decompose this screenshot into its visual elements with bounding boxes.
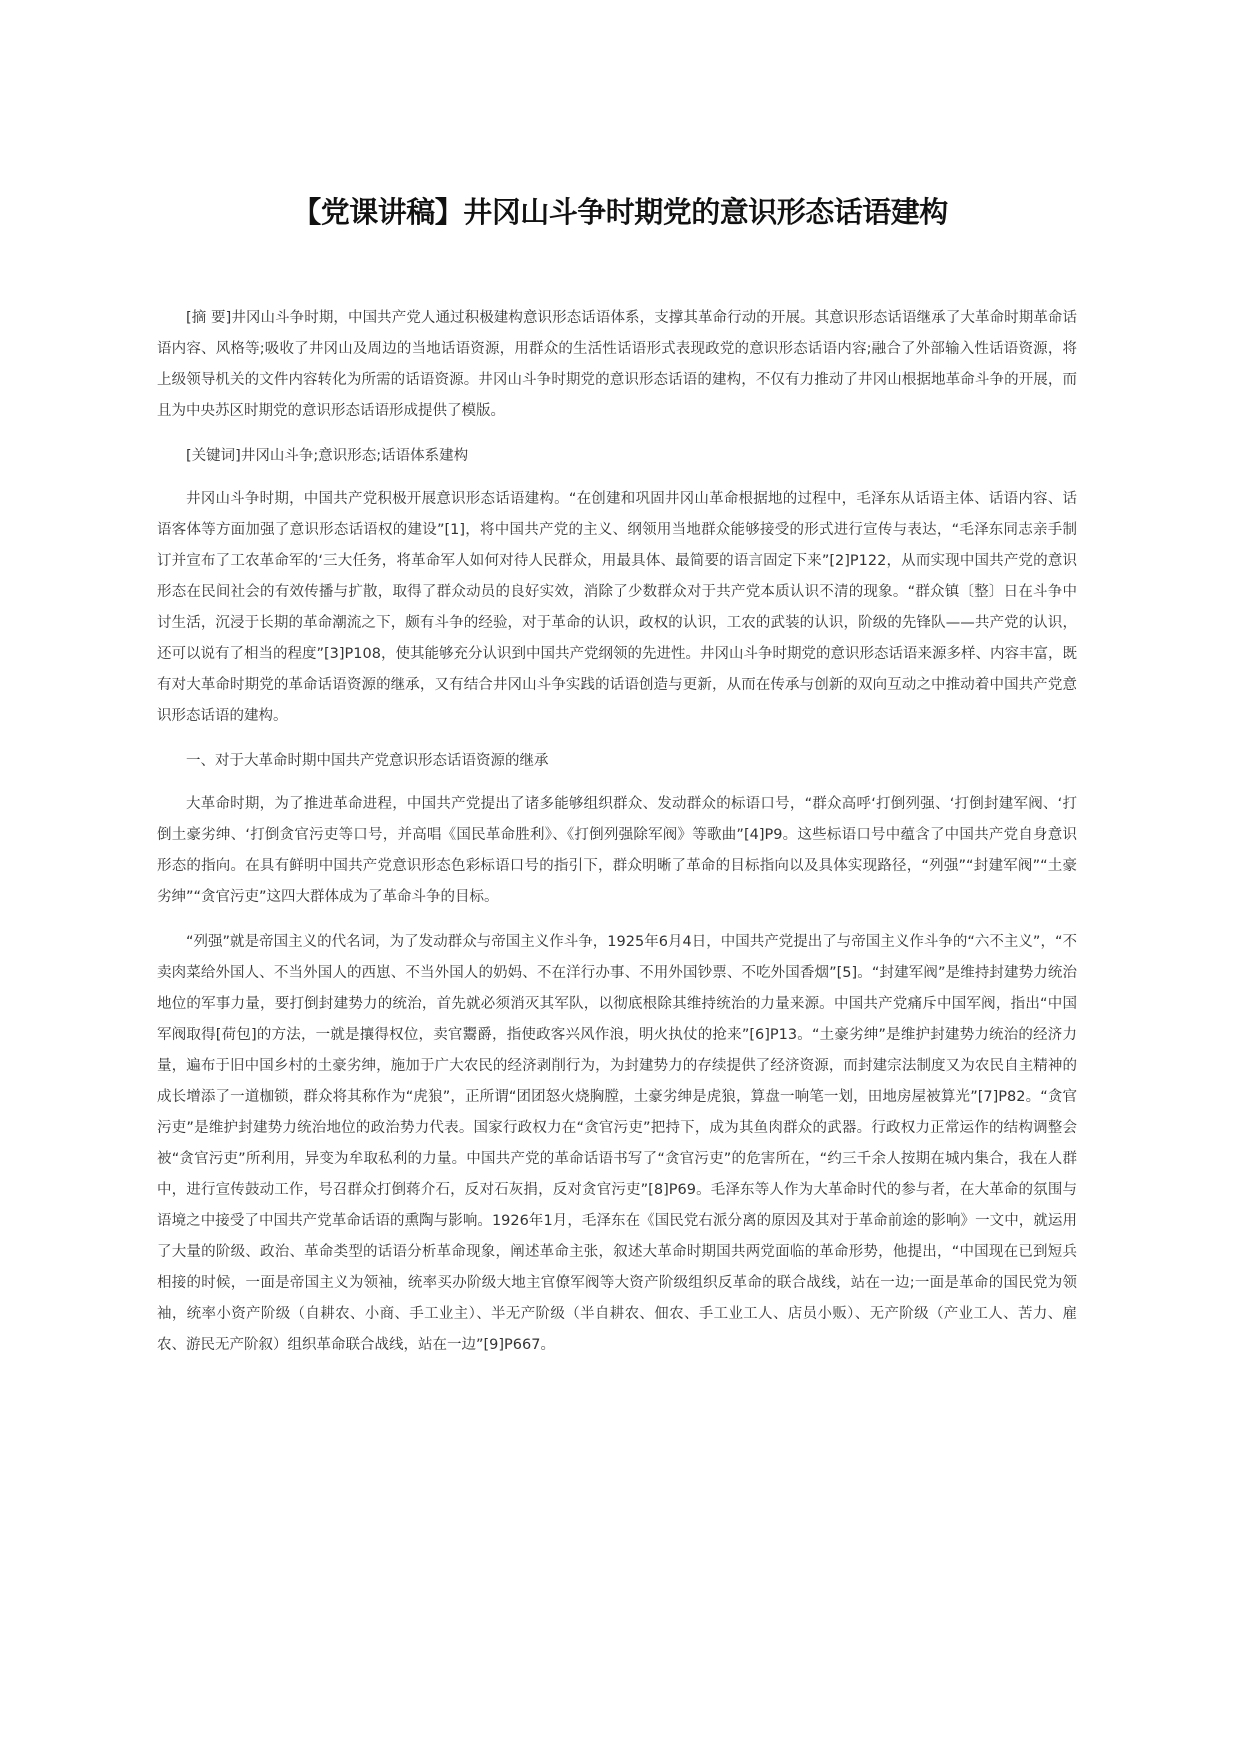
intro-paragraph: 井冈山斗争时期，中国共产党积极开展意识形态话语建构。“在创建和巩固井冈山革命根据地的过程中，毛泽东从话语主体、话语内容、话语客体等方面加强了意识形态话语权的建设”[1]，将中国共产党的主义、纲领用当地群众能够接受的形式进行宣传与表达，“毛泽东同志亲手制订并宣布了工农革命军的‘三大任务，将革命军人如何对待人民群众，用最具体、最简要的语言固定下来”[2]P122，从而实现中国共产党的意识形态在民间社会的有效传播与扩散，取得了群众动员的良好实效，消除了少数群众对于共产党本质认识不清的现象。“群众镇〔整〕日在斗争中讨生活，沉浸于长期的革命潮流之下，颇有斗争的经验，对于革命的认识，政权的认识，工农的武装的认识，阶级的先锋队——共产党的认识，还可以说有了相当的程度”[3]P108，使其能够充分认识到中国共产党纲领的先进性。井冈山斗争时期党的意识形态话语来源多样、内容丰富，既有对大革命时期党的革命话语资源的继承，又有结合井冈山斗争实践的话语创造与更新，从而在传承与创新的双向互动之中推动着中国共产党意识形态话语的建构。 [157, 491, 1077, 724]
keywords-paragraph: [关键词]井冈山斗争;意识形态;话语体系建构 [186, 448, 469, 464]
document-body [157, 303, 1077, 1375]
section-heading: 一、对于大革命时期中国共产党意识形态话语资源的继承 [186, 753, 549, 769]
body-paragraph: 大革命时期，为了推进革命进程，中国共产党提出了诸多能够组织群众、发动群众的标语口号，“群众高呼‘打倒列强、‘打倒封建军阀、‘打倒土豪劣绅、‘打倒贪官污吏等口号，并高唱《国民革命胜利》、《打倒列强除军阀》等歌曲”[4]P9。这些标语口号中蕴含了中国共产党自身意识形态的指向。在具有鲜明中国共产党意识形态色彩标语口号的指引下，群众明晰了革命的目标指向以及具体实现路径，“列强”“封建军阀”“土豪劣绅”“贪官污吏”这四大群体成为了革命斗争的目标。 [157, 796, 1077, 905]
body-paragraph: “列强”就是帝国主义的代名词，为了发动群众与帝国主义作斗争，1925年6月4日，中国共产党提出了与帝国主义作斗争的“六不主义”，“不卖肉菜给外国人、不当外国人的西崽、不当外国人的奶妈、不在洋行办事、不用外国钞票、不吃外国香烟”[5]。“封建军阀”是维持封建势力统治地位的军事力量，要打倒封建势力的统治，首先就必须消灭其军队，以彻底根除其维持统治的力量来源。中国共产党痛斥中国军阀，指出“中国军阀取得[荷包]的方法，一就是攘得权位，卖官鬻爵，指使政客兴风作浪，明火执仗的抢来”[6]P13。“土豪劣绅”是维护封建势力统治的经济力量，遍布于旧中国乡村的土豪劣绅，施加于广大农民的经济剥削行为，为封建势力的存续提供了经济资源，而封建宗法制度又为农民自主精神的成长增添了一道枷锁，群众将其称作为“虎狼”，正所谓“团团怒火烧胸膛，土豪劣绅是虎狼，算盘一响笔一划，田地房屋被算光”[7]P82。“贪官污吏”是维护封建势力统治地位的政治势力代表。国家行政权力在“贪官污吏”把持下，成为其鱼肉群众的武器。行政权力正常运作的结构调整会被“贪官污吏”所利用，异变为牟取私利的力量。中国共产党的革命话语书写了“贪官污吏”的危害所在，“约三千余人按期在城内集合，我在人群中，进行宣传鼓动工作，号召群众打倒蒋介石，反对石灰捐，反对贪官污吏”[8]P69。毛泽东等人作为大革命时代的参与者，在大革命的氛围与语境之中接受了中国共产党革命话语的熏陶与影响。1926年1月，毛泽东在《国民党右派分离的原因及其对于革命前途的影响》一文中，就运用了大量的阶级、政治、革命类型的话语分析革命现象，阐述革命主张，叙述大革命时期国共两党面临的革命形势，他提出，“中国现在已到短兵相接的时候，一面是帝国主义为领袖，统率买办阶级大地主官僚军阀等大资产阶级组织反革命的联合战线，站在一边;一面是革命的国民党为领袖，统率小资产阶级（自耕农、小商、手工业主）、半无产阶级（半自耕农、佃农、手工业工人、店员小贩）、无产阶级（产业工人、苦力、雇农、游民无产阶叙）组织革命联合战线，站在一边”[9]P667。 [157, 934, 1077, 1353]
abstract-paragraph: [摘 要]井冈山斗争时期，中国共产党人通过积极建构意识形态话语体系，支撑其革命行动的开展。其意识形态话语继承了大革命时期革命话语内容、风格等;吸收了井冈山及周边的当地话语资源，用群众的生活性话语形式表现政党的意识形态话语内容;融合了外部输入性话语资源，将上级领导机关的文件内容转化为所需的话语资源。井冈山斗争时期党的意识形态话语的建构，不仅有力推动了井冈山根据地革命斗争的开展，而且为中央苏区时期党的意识形态话语形成提供了模版。 [157, 310, 1077, 419]
document-title: 【党课讲稿】井冈山斗争时期党的意识形态话语建构 [292, 195, 948, 229]
